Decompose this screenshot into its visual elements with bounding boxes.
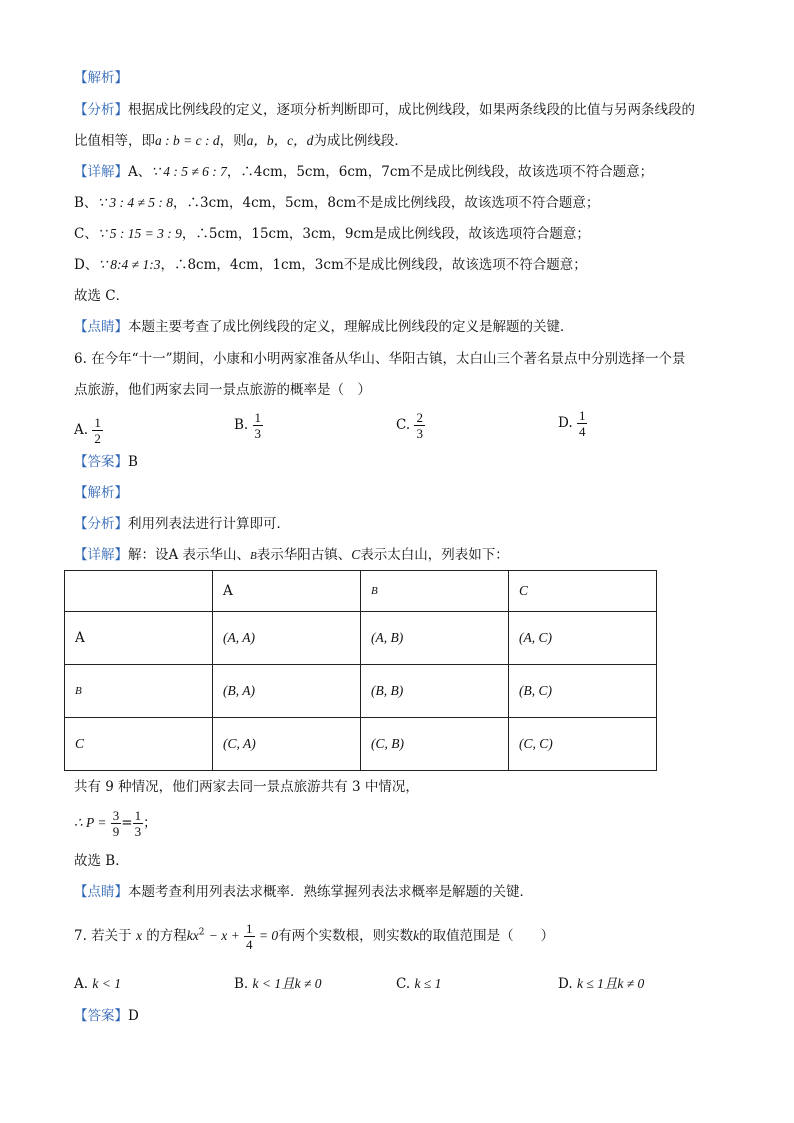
q7-eq-1: kx [186,928,199,943]
table-row-label: C [65,718,213,771]
table-cell: (B, A) [213,665,361,718]
q7-option-b [234,974,322,994]
q6-option-d-num: 1 [578,408,586,423]
q6-option-b-label: B. [234,417,249,433]
q5-detail-a-prefix: A、 [128,164,152,180]
table-cell: (A, A) [213,612,361,665]
q6-option-c-num: 2 [416,410,423,425]
q6-p-f2-den: 3 [134,824,142,839]
q7-var-k: k [413,928,420,943]
q6-p-eq: = [121,815,133,831]
q5-dianjing-text: 本题主要考查了成比例线段的定义，理解成比例线段的定义是解题的关键． [128,319,574,335]
q6-fenxi-text: 利用列表法进行计算即可． [128,516,290,532]
table-row-label: B [65,665,213,718]
q6-fenxi [74,514,290,534]
q7-eq-2: − x + [208,928,240,943]
q5-fenxi-ratio: a : b = c : d [155,133,220,148]
q6-option-b-den: 3 [254,426,262,441]
q5-detail-b-prefix: B、 [74,195,98,211]
q6-option-d-label: D. [558,415,573,431]
q5-detail-c-prefix: C、 [74,226,98,242]
q6-option-c-den: 3 [416,426,423,441]
q6-jiexi-tag: 【解析】 [74,485,128,501]
table-row [65,718,657,771]
q6-option-a-label: A. [74,422,89,438]
q6-option-a-num: 1 [94,415,101,430]
q6-answer-value: B [128,454,138,470]
q5-fenxi-vars: a，b，c，d [246,133,314,148]
q5-detail-c-rest: ，∴5cm，15cm，3cm，9cm是成比例线段，故该选项符合题意； [181,226,590,242]
q5-fenxi-text1: 根据成比例线段的定义，逐项分析判断即可，成比例线段，如果两条线段的比值与另两条线段的 [128,102,695,118]
table-cell: (A, C) [509,612,657,665]
q7-option-c [396,974,441,994]
q6-option-a-den: 2 [94,431,101,446]
q5-fenxi-tag: 【分析】 [74,102,128,118]
table-cell: (C, B) [361,718,509,771]
q6-p-end: ； [143,815,157,831]
table-cell: (B, B) [361,665,509,718]
q6-p-f1-den: 9 [112,824,120,839]
q7-eq-sup: 2 [198,927,205,938]
table-header-cell: C [509,571,657,612]
q6-option-d-fraction [577,408,588,439]
q7-option-c-expr: k ≤ 1 [414,976,442,991]
q5-dianjing [74,317,574,337]
q7-option-d [558,974,644,994]
q6-option-b [234,410,263,441]
q5-detail-a-math: ∵ 4 : 5 ≠ 6 : 7 [151,164,227,179]
q5-detail-a [74,162,653,182]
q5-detail-a-rest: ，∴4cm，5cm，6cm，7cm不是成比例线段，故该选项不符合题意； [226,164,654,180]
q5-detail-d [74,255,587,275]
q7-var-x: x [135,928,142,943]
q5-fenxi-line1 [74,100,695,120]
q6-xiangjie-a: 解：设A 表示华山、 [128,547,251,563]
table-row-label: A [65,612,213,665]
q6-option-c-label: C. [396,417,411,433]
q7-fraction [244,921,255,952]
q5-detail-b-math: ∵ 3 : 4 ≠ 5 : 8 [97,195,174,210]
q5-detail-c [74,224,590,244]
q6-stem-line1: 6. 在今年“十一”期间，小康和小明两家准备从华山、华阳古镇，太白山三个著名景点中分别选择一个景 [74,351,686,367]
q6-option-c-fraction [414,410,425,441]
q6-option-a-fraction [92,415,103,446]
q6-option-b-num: 1 [254,410,262,425]
q6-answer-tag: 【答案】 [74,454,128,470]
q6-probability-table [64,570,657,771]
q6-dianjing-text: 本题考查利用列表法求概率．熟练掌握列表法求概率是解题的关键． [128,884,533,900]
table-header-cell: A [213,571,361,612]
table-header-cell: B [361,571,509,612]
q7-option-a-expr: k < 1 [92,976,121,991]
q6-option-d [558,408,587,439]
q6-probability [74,808,157,839]
q6-dianjing [74,882,533,902]
q5-detail-c-math: ∵ 5 : 15 = 3 : 9 [97,226,182,241]
q7-stem [74,921,554,952]
table-cell: (A, B) [361,612,509,665]
q5-detail-d-math: ∵ 8:4 ≠ 1:3 [98,257,161,272]
q7-option-d-label: D. [558,976,573,992]
table-cell: (C, C) [509,718,657,771]
q6-option-d-den: 4 [578,424,586,439]
q6-option-c [396,410,425,441]
q6-dianjing-tag: 【点睛】 [74,884,128,900]
q6-p-f1-num: 3 [112,808,120,823]
q7-option-a [74,974,121,994]
q6-xiangjie [74,545,509,566]
table-row [65,612,657,665]
q7-stem-4: 的取值范围是（ ） [419,928,555,944]
q5-detail-b-rest: ，∴3cm，4cm，5cm，8cm不是成比例线段，故该选项不符合题意； [173,195,600,211]
q6-stem-line2: 点旅游，他们两家去同一景点旅游的概率是（ ） [74,382,371,398]
q6-p-prefix: ∴ P = [74,815,107,830]
q6-p-fraction-1 [111,808,122,839]
q6-xiangjie-d: C [351,547,361,562]
q6-after-table: 共有 9 种情况，他们两家去同一景点旅游共有 3 中情况， [74,779,419,795]
table-header-cell [65,571,213,612]
q5-fenxi-text2a: 比值相等，即 [74,133,155,149]
q7-option-a-label: A. [74,976,89,992]
q7-eq-3: = 0 [258,928,279,943]
q6-p-f2-num: 1 [134,808,142,823]
q6-answer [74,452,138,472]
q7-option-b-label: B. [234,976,249,992]
q5-conclusion: 故选 C． [74,288,130,304]
q6-p-fraction-2 [133,808,144,839]
q6-xiangjie-e: 表示太白山，列表如下： [360,547,509,563]
q6-fenxi-tag: 【分析】 [74,516,128,532]
q7-answer-tag: 【答案】 [74,1008,128,1024]
table-cell: (B, C) [509,665,657,718]
q5-dianjing-tag: 【点睛】 [74,319,128,335]
table-cell: (C, A) [213,718,361,771]
q6-xiangjie-b: B [250,550,257,562]
q7-option-c-label: C. [396,976,411,992]
q7-stem-1: 7. 若关于 [74,928,132,944]
q7-stem-3: 有两个实数根，则实数 [278,928,414,944]
table-header-row [65,571,657,612]
q6-xiangjie-c: 表示华阳古镇、 [256,547,352,563]
q7-frac-num: 1 [246,921,253,936]
q6-option-b-fraction [253,410,264,441]
q6-option-a [74,415,103,446]
q5-fenxi-text2d: 为成比例线段． [313,133,408,149]
table-row [65,665,657,718]
q5-detail-d-prefix: D、 [74,257,99,273]
q5-jiexi-tag: 【解析】 [74,70,128,86]
q5-detail-b [74,193,599,213]
q7-frac-den: 4 [246,937,253,952]
q6-conclusion: 故选 B． [74,853,129,869]
q5-fenxi-text2b: ，则 [219,133,247,149]
q7-option-d-expr: k ≤ 1且k ≠ 0 [576,976,645,991]
q7-answer [74,1006,139,1026]
q7-option-b-expr: k < 1且k ≠ 0 [252,976,322,991]
q7-answer-value: D [128,1008,139,1024]
q5-detail-d-rest: ，∴8cm，4cm，1cm，3cm不是成比例线段，故该选项不符合题意； [160,257,587,273]
q5-xiangjie-tag: 【详解】 [74,164,128,180]
q7-stem-2: 的方程 [146,928,187,944]
q5-fenxi-line2 [74,131,408,151]
q6-xiangjie-tag: 【详解】 [74,547,128,563]
